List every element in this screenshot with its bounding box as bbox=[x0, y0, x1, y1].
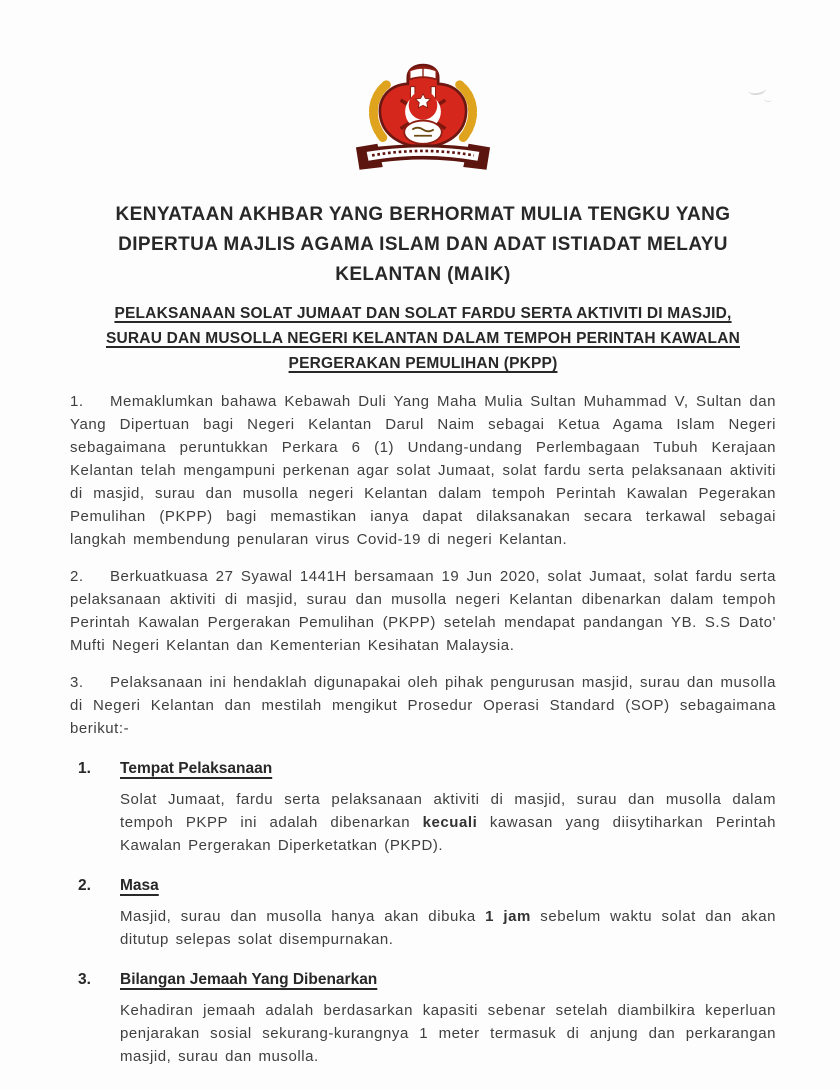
section-text-bold: 1 jam bbox=[485, 908, 531, 925]
section-text: Kehadiran jemaah adalah berdasarkan kapasiti sebenar setelah diambilkira keperluan penjarakan sosial sekurang-kurangnya 1 meter termasuk di anjung dan perkarangan masjid, surau dan musolla. bbox=[120, 1002, 776, 1065]
sop-section-heading-1 bbox=[70, 757, 776, 780]
paragraph-text: Memaklumkan bahawa Kebawah Duli Yang Maha Mulia Sultan Muhammad V, Sultan dan Yang Dipertuan bagi Negeri Kelantan Darul Naim sebagai Ketua Agama Islam Negeri sebagaimana peruntukkan Perkara 6 (1) Undang-undang Perlembagaan Tubuh Kerajaan Kelantan telah mengampuni perkenan agar solat Jumaat, solat fardu serta pelaksanaan aktiviti di masjid, surau dan musolla negeri Kelantan dalam tempoh Perintah Kawalan Pegerakan Pemulihan (PKPP) bagi memastikan ianya dapat dilaksanakan secara terkawal sebagai langkah membendung penularan virus Covid-19 di negeri Kelantan. bbox=[70, 393, 776, 548]
section-text: Masjid, surau dan musolla hanya akan dibuka bbox=[120, 908, 486, 925]
sop-section-heading-2 bbox=[70, 874, 776, 897]
maik-crest-logo bbox=[347, 60, 499, 182]
section-number: 3. bbox=[78, 971, 91, 988]
section-text: Solat Jumaat, fardu serta pelaksanaan aktiviti di masjid, surau dan musolla dalam tempoh PKPP ini adalah dibenarkan bbox=[120, 791, 776, 831]
section-text: sebelum waktu solat dan akan ditutup selepas solat disempurnakan. bbox=[120, 908, 777, 948]
subtitle-line-1: PELAKSANAAN SOLAT JUMAAT DAN SOLAT FARDU SERTA AKTIVITI DI MASJID, bbox=[114, 305, 732, 322]
document-subtitle bbox=[70, 301, 776, 376]
crest-oval-panel bbox=[404, 121, 442, 144]
section-title: Tempat Pelaksanaan bbox=[120, 760, 273, 777]
paragraph-text: Pelaksanaan ini hendaklah digunapakai oleh pihak pengurusan masjid, surau dan musolla di Negeri Kelantan dan mestilah mengikut Prosedur Operasi Standard (SOP) sebagaimana berikut:- bbox=[70, 674, 776, 737]
title-line-3: KELANTAN (MAIK) bbox=[335, 264, 511, 285]
subtitle-line-2: SURAU DAN MUSOLLA NEGERI KELANTAN DALAM TEMPOH PERINTAH KAWALAN bbox=[105, 330, 740, 347]
sop-section-body-3 bbox=[120, 999, 776, 1068]
document-title bbox=[70, 200, 776, 290]
title-line-1: KENYATAAN AKHBAR YANG BERHORMAT MULIA TENGKU YANG bbox=[115, 204, 731, 225]
paragraph-number: 2. bbox=[70, 568, 84, 585]
section-title: Masa bbox=[120, 877, 159, 894]
section-text: kawasan yang diisytiharkan Perintah Kawalan Pergerakan Diperketatkan (PKPD). bbox=[120, 814, 776, 854]
numbered-paragraph-1 bbox=[70, 390, 776, 551]
numbered-paragraph-3 bbox=[70, 671, 776, 740]
title-line-2: DIPERTUA MAJLIS AGAMA ISLAM DAN ADAT ISTIADAT MELAYU bbox=[118, 234, 728, 255]
section-text-bold: kecuali bbox=[422, 814, 478, 831]
paragraph-number: 1. bbox=[70, 393, 84, 410]
paragraph-text: Berkuatkuasa 27 Syawal 1441H bersamaan 19 Jun 2020, solat Jumaat, solat fardu serta pelaksanaan aktiviti di masjid, surau dan musolla negeri Kelantan dibenarkan dalam tempoh Perintah Kawalan Pergerakan Pemulihan (PKPP) setelah mendapat pandangan YB. S.S Dato' Mufti Negeri Kelantan dan Kementerian Kesihatan Malaysia. bbox=[70, 568, 776, 654]
sop-section-body-1 bbox=[120, 788, 776, 857]
numbered-paragraph-2 bbox=[70, 565, 776, 657]
section-title: Bilangan Jemaah Yang Dibenarkan bbox=[120, 971, 378, 988]
paragraph-number: 3. bbox=[70, 674, 84, 691]
section-number: 2. bbox=[78, 877, 91, 894]
section-number: 1. bbox=[78, 760, 91, 777]
subtitle-line-3: PERGERAKAN PEMULIHAN (PKPP) bbox=[288, 355, 558, 372]
sop-section-heading-3 bbox=[70, 968, 776, 991]
sop-section-body-2 bbox=[120, 905, 776, 951]
logo-container bbox=[70, 60, 776, 188]
